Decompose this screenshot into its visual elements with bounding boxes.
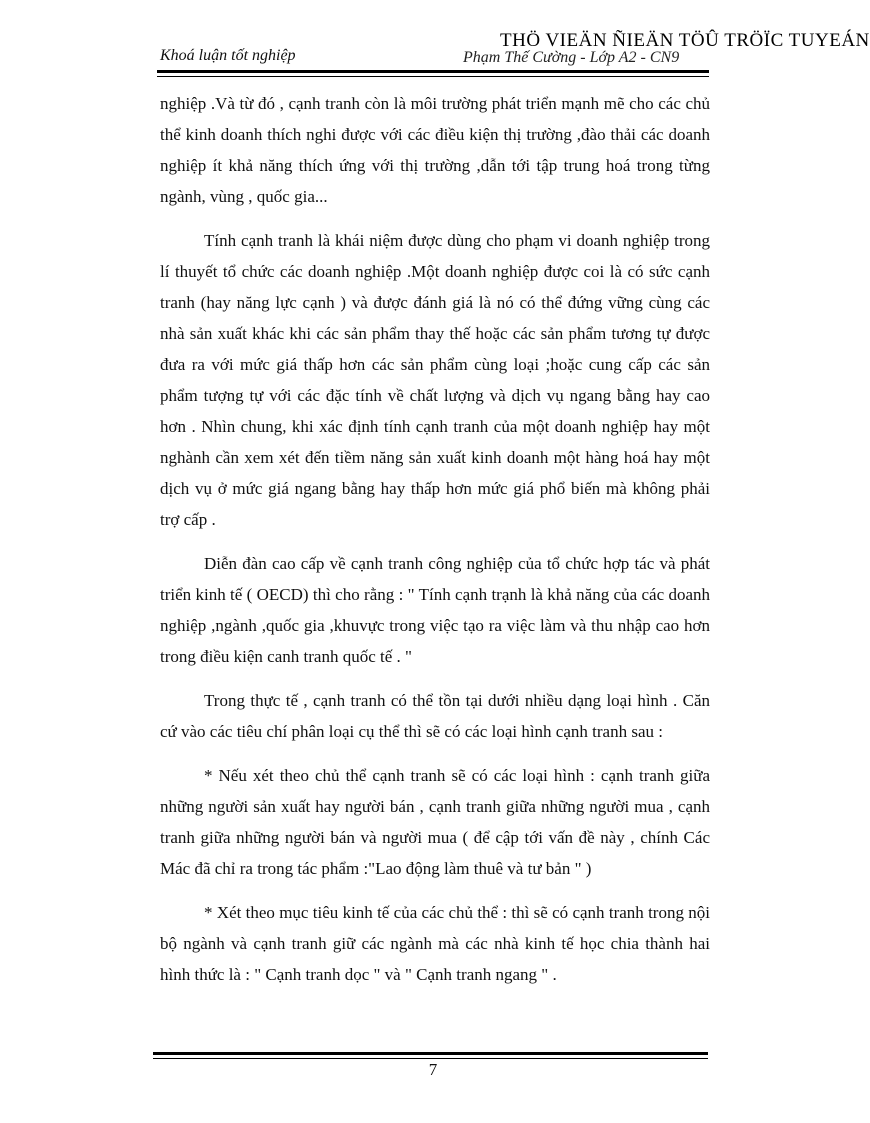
library-watermark: THÖ VIEÄN ÑIEÄN TÖÛ TRÖÏC TUYEÁN [500,30,870,51]
paragraph: * Nếu xét theo chủ thể cạnh tranh sẽ có các loại hình : cạnh tranh giữa những người sản xuất hay người bán , cạnh tranh giữa những người mua , cạnh tranh giữa những người bán và người mua ( để cập tới vấn đề này , chính Các Mác đã chỉ ra trong tác phẩm :"Lao động làm thuê và tư bản " ) [160,766,710,878]
header-rule [157,70,709,73]
header-thesis-label: Khoá luận tốt nghiệp [160,47,296,64]
header-rule-thin [157,76,709,77]
footer-rule [153,1052,708,1055]
header-author-class: Phạm Thế Cường - Lớp A2 - CN9 [463,49,680,66]
body-text [160,88,710,1003]
paragraph: * Xét theo mục tiêu kinh tế của các chủ thể : thì sẽ có cạnh tranh trong nội bộ ngành và cạnh tranh giữ các ngành mà các nhà kinh tế học chia thành hai hình thức là : " Cạnh tranh dọc " và " Cạnh tranh ngang " . [160,903,710,984]
paragraph: Tính cạnh tranh là khái niệm được dùng cho phạm vi doanh nghiệp trong lí thuyết tổ chức các doanh nghiệp .Một doanh nghiệp được coi là có sức cạnh tranh (hay năng lực cạnh ) và được đánh giá là nó có thể đứng vững cùng các nhà sản xuất khác khi các sản phẩm thay thế hoặc các sản phẩm tương tự được đưa ra với mức giá thấp hơn các sản phẩm cùng loại ;hoặc cung cấp các sản phẩm tượng tự với các đặc tính về chất lượng và dịch vụ ngang bằng hay cao hơn . Nhìn chung, khi xác định tính cạnh tranh của một doanh nghiệp hay một nghành cần xem xét đến tiềm năng sản xuất kinh doanh một hàng hoá hay một dịch vụ ở mức giá ngang bằng hay thấp hơn mức giá phổ biến mà không phải trợ cấp . [160,231,710,529]
paragraph: nghiệp .Và từ đó , cạnh tranh còn là môi trường phát triển mạnh mẽ cho các chủ thể kinh doanh thích nghi được với các điều kiện thị trường ,đào thải các doanh nghiệp ít khả năng thích ứng với thị trường ,dẫn tới tập trung hoá trong từng ngành, vùng , quốc gia... [160,94,710,206]
paragraph: Trong thực tế , cạnh tranh có thể tồn tại dưới nhiều dạng loại hình . Căn cứ vào các tiêu chí phân loại cụ thể thì sẽ có các loại hình cạnh tranh sau : [160,691,710,741]
paragraph: Diễn đàn cao cấp về cạnh tranh công nghiệp của tổ chức hợp tác và phát triển kinh tế ( OECD) thì cho rằng : " Tính cạnh trạnh là khả năng của các doanh nghiệp ,ngành ,quốc gia ,khuvực trong việc tạo ra việc làm và thu nhập cao hơn trong điều kiện canh tranh quốc tế . " [160,554,710,666]
page-number: 7 [428,1060,438,1079]
footer-rule-thin [153,1058,708,1059]
